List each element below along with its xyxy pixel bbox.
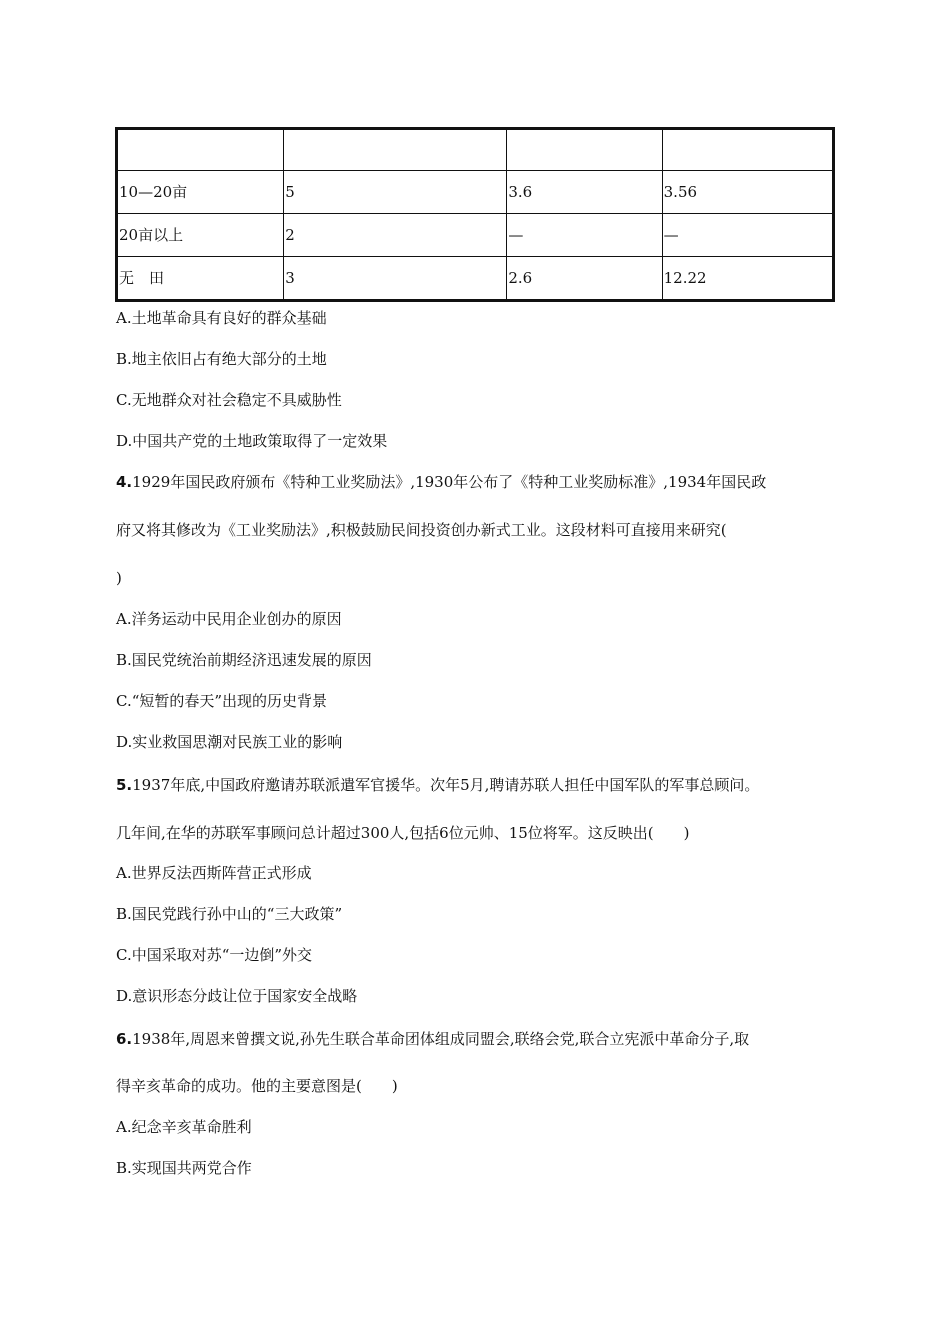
q3-option-d: D.中国共产党的土地政策取得了一定效果	[116, 432, 388, 450]
q5-option-b: B.国民党践行孙中山的“三大政策”	[116, 905, 343, 923]
table-cell: —	[507, 214, 662, 257]
q4-option-b: B.国民党统治前期经济迅速发展的原因	[116, 651, 372, 669]
q5-option-c: C.中国采取对苏“一边倒”外交	[116, 946, 313, 964]
table-cell	[507, 129, 662, 171]
q5-option-d: D.意识形态分歧让位于国家安全战略	[116, 987, 358, 1005]
q5-stem-line2: 几年间,在华的苏联军事顾问总计超过300人,包括6位元帅、15位将军。这反映出( )	[116, 824, 690, 842]
table-header-row	[117, 129, 834, 171]
q5-text-1: 1937年底,中国政府邀请苏联派遣军官援华。次年5月,聘请苏联人担任中国军队的军事总顾问。	[132, 776, 760, 794]
table-row	[117, 214, 834, 257]
q4-stem-line3: )	[116, 569, 122, 587]
table-cell: 3.6	[507, 171, 662, 214]
table-row	[117, 257, 834, 301]
q4-option-d: D.实业救国思潮对民族工业的影响	[116, 733, 343, 751]
q5-option-a: A.世界反法西斯阵营正式形成	[116, 864, 312, 882]
table-cell: 2	[284, 214, 507, 257]
q6-option-a: A.纪念辛亥革命胜利	[116, 1118, 252, 1136]
q4-option-a: A.洋务运动中民用企业创办的原因	[116, 610, 342, 628]
table-cell: 20亩以上	[117, 214, 284, 257]
table-cell: 2.6	[507, 257, 662, 301]
q4-number: 4.	[116, 473, 133, 491]
table-cell: —	[662, 214, 833, 257]
q6-option-b: B.实现国共两党合作	[116, 1159, 252, 1177]
table-cell: 无 田	[117, 257, 284, 301]
q6-text-1: 1938年,周恩来曾撰文说,孙先生联合革命团体组成同盟会,联络会党,联合立宪派中革命分子,取	[132, 1030, 750, 1048]
table-cell	[117, 129, 284, 171]
table-cell	[662, 129, 833, 171]
q4-stem-line2: 府又将其修改为《工业奖励法》,积极鼓励民间投资创办新式工业。这段材料可直接用来研究(	[116, 521, 727, 539]
q6-number: 6.	[116, 1030, 133, 1048]
q3-option-a: A.土地革命具有良好的群众基础	[116, 309, 327, 327]
table-cell	[284, 129, 507, 171]
q5-stem-line1	[116, 776, 759, 794]
q3-option-c: C.无地群众对社会稳定不具威胁性	[116, 391, 342, 409]
q6-stem-line2: 得辛亥革命的成功。他的主要意图是( )	[116, 1077, 398, 1095]
q4-option-c: C.“短暂的春天”出现的历史背景	[116, 692, 328, 710]
table-cell: 10—20亩	[117, 171, 284, 214]
table-row	[117, 171, 834, 214]
table-cell: 3.56	[662, 171, 833, 214]
q4-text-1: 1929年国民政府颁布《特种工业奖励法》,1930年公布了《特种工业奖励标准》,1934年国民政	[132, 473, 767, 491]
data-table	[115, 127, 835, 302]
q5-number: 5.	[116, 776, 133, 794]
table-cell: 12.22	[662, 257, 833, 301]
q3-option-b: B.地主依旧占有绝大部分的土地	[116, 350, 327, 368]
q4-stem-line1	[116, 473, 766, 491]
table-cell: 5	[284, 171, 507, 214]
table-cell: 3	[284, 257, 507, 301]
q6-stem-line1	[116, 1030, 749, 1048]
